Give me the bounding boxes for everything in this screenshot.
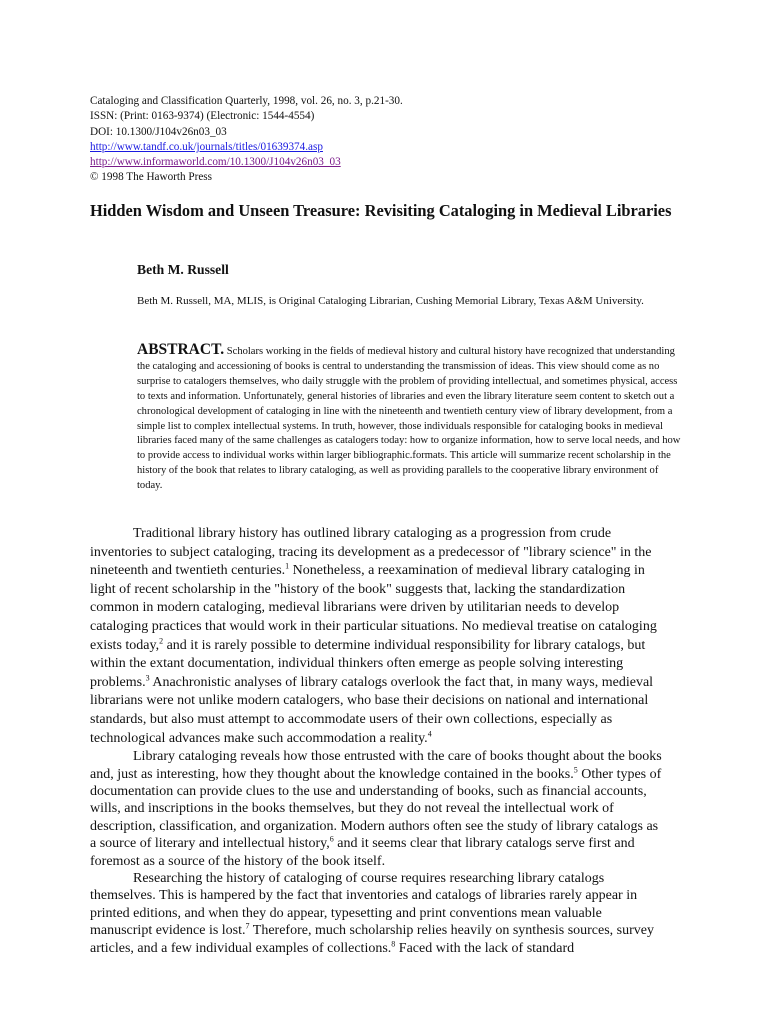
abstract-text: Scholars working in the fields of medieval history and cultural history have recognized that understanding the cataloging and accessioning of books is central to understanding the transmission of ideas. This view should come as no surprise to catalogers themselves, who daily struggle with the problem of providing intellectual, and sometimes physical, access to texts and information. Unfortunately, general histories of libraries and even the library literature seem content to sketch out a chronological development of cataloging in line with the nineteenth and twentieth century view of library development, from a simple list to complex intellectual systems. In truth, however, those individuals responsible for cataloging books in medieval libraries faced many of the same challenges as catalogers today: how to organize information, how to serve local needs, and how to provide access to individual works within larger bibliographic.formats. This article will summarize recent scholarship in the history of the book that relates to library cataloging, as well as providing parallels to the cooperative library environment of today. <box>137 346 681 492</box>
article-title: Hidden Wisdom and Unseen Treasure: Revisiting Cataloging in Medieval Libraries <box>90 201 672 220</box>
issn-line: ISSN: (Print: 0163-9374) (Electronic: 1544-4554) <box>90 110 315 123</box>
citation-block <box>90 94 403 186</box>
copyright-line: © 1998 The Haworth Press <box>90 171 213 184</box>
footnote-ref[interactable]: 1 <box>285 561 290 571</box>
footnote-ref[interactable]: 6 <box>329 834 334 844</box>
footnote-ref[interactable]: 2 <box>159 635 164 645</box>
paragraph-text: and it is rarely possible to determine individual responsibility for library catalogs, but within the extant documentation, individual thinkers often emerge as people solving interesting problems. <box>90 637 646 690</box>
article-link[interactable]: http://www.informaworld.com/10.1300/J104v26n03_03 <box>90 156 341 169</box>
paragraph-text: Researching the history of cataloging of course requires researching library catalogs themselves. This is hampered by the fact that inventories and catalogs of libraries rarely appear in printed editions, and when they do appear, typesetting and print conventions mean valuable manuscript evidence is lost. <box>90 870 638 939</box>
author-affiliation: Beth M. Russell, MA, MLIS, is Original Cataloging Librarian, Cushing Memorial Library, Texas A&M University. <box>137 295 644 307</box>
footnote-ref[interactable]: 8 <box>391 938 396 948</box>
footnote-ref[interactable]: 4 <box>427 728 432 738</box>
paragraph-text: Faced with the lack of standard <box>395 940 575 956</box>
body-paragraph <box>90 870 664 957</box>
footnote-ref[interactable]: 5 <box>573 764 578 774</box>
body-paragraph <box>90 748 664 870</box>
body-paragraph <box>90 525 664 748</box>
abstract-label: ABSTRACT. <box>137 341 225 358</box>
footnote-ref[interactable]: 3 <box>145 673 150 683</box>
paragraph-text: and it seems clear that library catalogs serve first and foremost as a source of the history of the book itself. <box>90 836 635 869</box>
article-body <box>90 525 664 957</box>
journal-citation: Cataloging and Classification Quarterly, 1998, vol. 26, no. 3, p.21-30. <box>90 95 403 107</box>
paragraph-text: Anachronistic analyses of library catalogs overlook the fact that, in many ways, medieval librarians were not unlike modern catalogers, who base their decisions on national and international standards, but also must attempt to accommodate users of their own collections, especially as technological advances make such accommodation a reality. <box>90 674 654 746</box>
paragraph-text: Nonetheless, a reexamination of medieval library cataloging in light of recent scholarship in the "history of the book" suggests that, lacking the standardization common in modern cataloging, medieval librarians were driven by utilitarian needs to develop cataloging practices that would work in their particular situations. No medieval treatise on cataloging exists today, <box>90 563 657 653</box>
author-name: Beth M. Russell <box>137 262 229 277</box>
paragraph-text: Therefore, much scholarship relies heavily on synthesis sources, survey articles, and a few individual examples of collections. <box>90 923 654 956</box>
journal-link[interactable]: http://www.tandf.co.uk/journals/titles/01639374.asp <box>90 140 323 153</box>
abstract <box>137 343 682 494</box>
footnote-ref[interactable]: 7 <box>245 921 250 931</box>
doi-line: DOI: 10.1300/J104v26n03_03 <box>90 125 227 138</box>
paragraph-text: Other types of documentation can provide clues to the use and understanding of books, such as financial accounts, wills, and inscriptions in the books themselves, but they do not reveal the intellectual work of description, classification, and organization. Modern authors often see the study of library catalogs as a source of literary and intellectual history, <box>90 766 662 852</box>
paragraph-text: Library cataloging reveals how those entrusted with the care of books thought about the books and, just as interesting, how they thought about the knowledge contained in the books. <box>90 749 662 782</box>
paragraph-text: Traditional library history has outlined library cataloging as a progression from crude inventories to subject cataloging, tracing its development as a predecessor of "library science" in the nineteenth and twentieth centuries. <box>90 526 652 579</box>
